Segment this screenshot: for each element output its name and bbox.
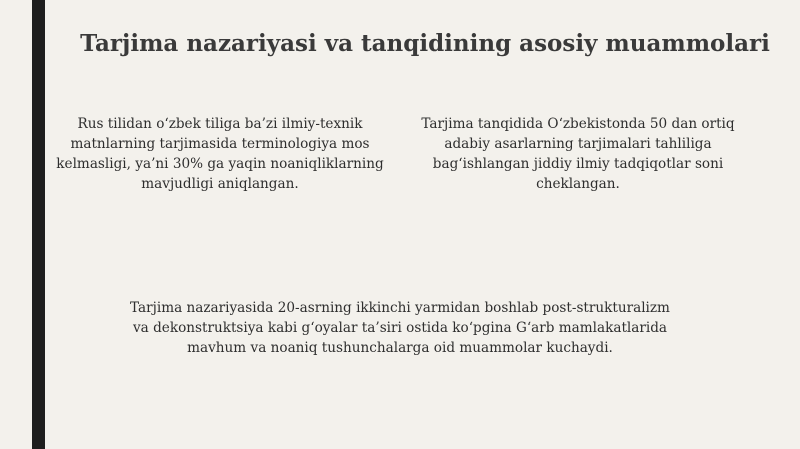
left-accent-bar <box>32 0 45 449</box>
paragraph-criticism: Tarjima tanqidida O‘zbekistonda 50 dan ortiq adabiy asarlarning tarjimalari tahliliga bag‘ishlangan jiddiy ilmiy tadqiqotlar soni cheklangan. <box>421 116 735 192</box>
paragraph-terminology: Rus tilidan o‘zbek tiliga ba’zi ilmiy-texnik matnlarning tarjimasida terminologiya mos kelmasligi, ya’ni 30% ga yaqin noaniqliklarning mavjudligi aniqlangan. <box>56 116 384 192</box>
paragraph-theory: Tarjima nazariyasida 20-asrning ikkinchi yarmidan boshlab post-strukturalizm va dekonstruktsiya kabi g‘oyalar ta’siri ostida ko‘pgina G‘arb mamlakatlarida mavhum va noaniq tushunchalarga oid muammolar kuchaydi. <box>130 300 670 356</box>
slide-title: Tarjima nazariyasi va tanqidining asosiy muammolari <box>80 30 770 57</box>
